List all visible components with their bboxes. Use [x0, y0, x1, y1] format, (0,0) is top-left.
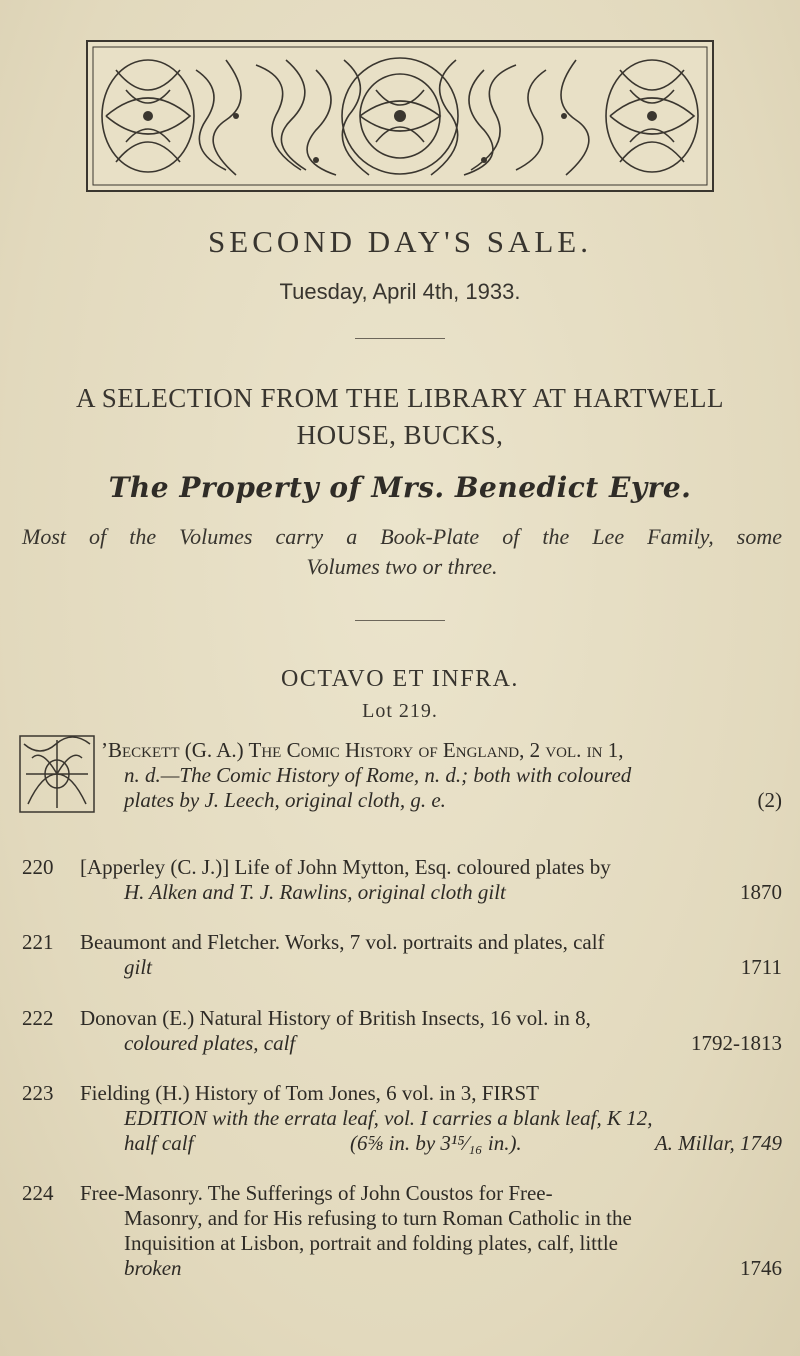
- lot-219-line2: n. d.—The Comic History of Rome, n. d.; both with coloured: [124, 763, 632, 787]
- lot-222-line1: Donovan (E.) Natural History of British Insects, 16 vol. in 8,: [80, 1006, 591, 1030]
- lot-221-year: 1711: [740, 955, 782, 979]
- lot-223-dimensions: (6⅝ in. by 3¹⁵⁄₁₆ in.).: [350, 1131, 522, 1155]
- lot-number: 222: [22, 1006, 54, 1030]
- decorative-vignette: [18, 734, 96, 814]
- lot-220-line2: H. Alken and T. J. Rawlins, original cloth gilt: [124, 880, 506, 904]
- lot-219-line3: plates by J. Leech, original cloth, g. e.: [124, 788, 446, 812]
- lot-number: 224: [22, 1181, 54, 1205]
- library-heading-line1: A SELECTION FROM THE LIBRARY AT HARTWELL: [76, 383, 724, 413]
- divider-rule: [355, 338, 445, 339]
- lot-label: Lot 219.: [362, 700, 438, 722]
- lot-222-line2: coloured plates, calf: [124, 1031, 296, 1055]
- lot-number: 220: [22, 855, 54, 879]
- sale-date: Tuesday, April 4th, 1933.: [279, 279, 521, 304]
- lot-223-line1: Fielding (H.) History of Tom Jones, 6 vol. in 3, FIRST: [80, 1081, 539, 1105]
- lot-221-line2: gilt: [124, 955, 153, 979]
- lot-219-line1: [101, 738, 782, 763]
- bookplate-note-line2: Volumes two or three.: [306, 554, 498, 579]
- lot-number: 223: [22, 1081, 54, 1105]
- lot-223-imprint: A. Millar, 1749: [654, 1131, 782, 1155]
- lot-224-line4: broken: [124, 1256, 182, 1280]
- lot-224-line2: Masonry, and for His refusing to turn Roman Catholic in the: [124, 1206, 632, 1230]
- lot-223-line3: half calf: [124, 1131, 194, 1155]
- lot-224-line3: Inquisition at Lisbon, portrait and folding plates, calf, little: [124, 1231, 618, 1255]
- sale-title: SECOND DAY'S SALE.: [208, 224, 592, 259]
- library-heading-line2: HOUSE, BUCKS,: [296, 420, 504, 450]
- lot-219-line1-text: ’Beckett (G. A.) The Comic History of England, 2 vol. in 1,: [101, 738, 624, 762]
- ornamental-header-band: [86, 40, 714, 192]
- lot-221-line1: Beaumont and Fletcher. Works, 7 vol. portraits and plates, calf: [80, 930, 605, 954]
- bookplate-note-line1: Most of the Volumes carry a Book-Plate of the Lee Family, some: [22, 524, 782, 549]
- section-heading: OCTAVO ET INFRA.: [281, 666, 519, 692]
- lot-224-year: 1746: [740, 1256, 782, 1280]
- lot-number: 221: [22, 930, 54, 954]
- lot-222-years: 1792-1813: [691, 1031, 782, 1055]
- lot-223-line2: EDITION with the errata leaf, vol. I carries a blank leaf, K 12,: [124, 1106, 653, 1130]
- lot-224-line1: Free-Masonry. The Sufferings of John Coustos for Free-: [80, 1181, 553, 1205]
- property-owner-line: The Property of Mrs. Benedict Eyre.: [108, 471, 692, 504]
- divider-rule: [355, 620, 445, 621]
- lot-219-quantity: (2): [757, 788, 782, 812]
- lot-220-year: 1870: [740, 880, 782, 904]
- lot-220-line1: [Apperley (C. J.)] Life of John Mytton, Esq. coloured plates by: [80, 855, 611, 879]
